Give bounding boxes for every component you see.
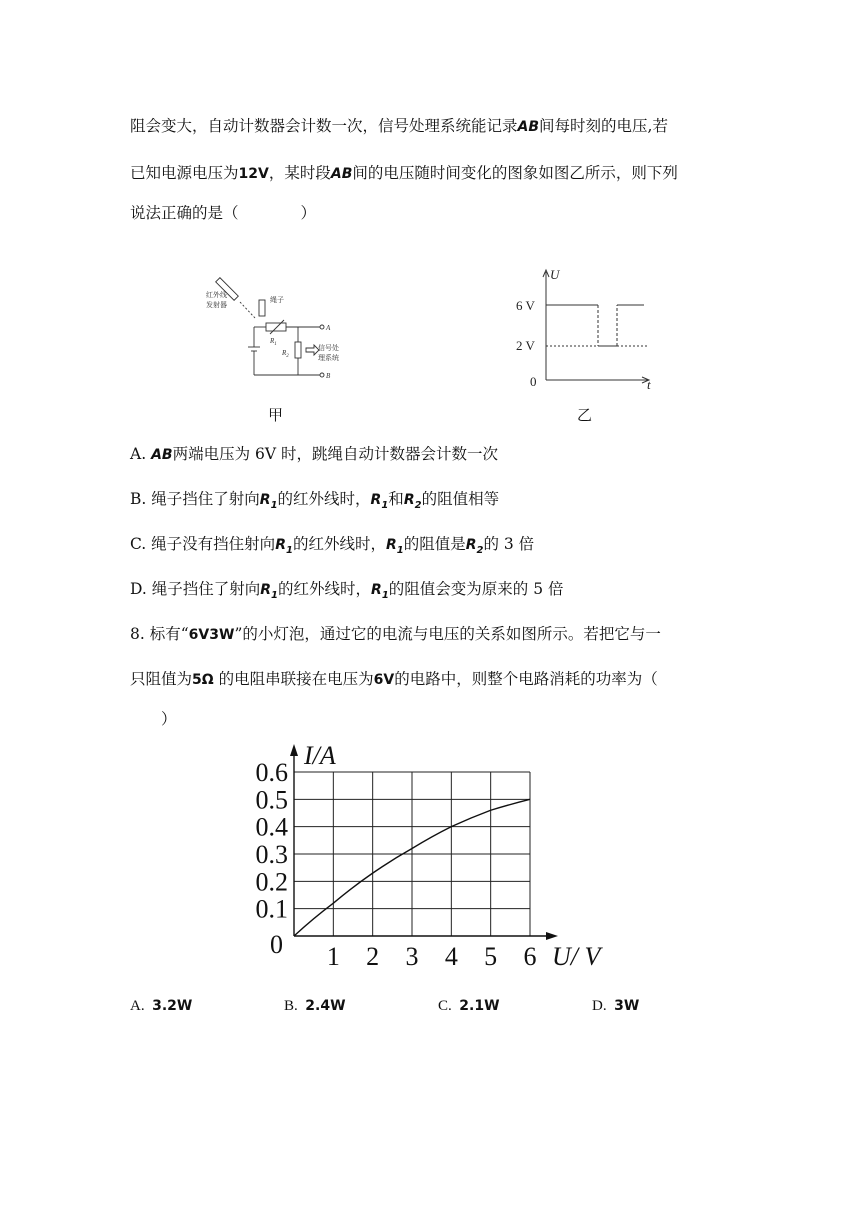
caption-yi: 乙 xyxy=(577,406,593,424)
y-tick-0.5: 0.5 xyxy=(255,785,288,815)
r2-resistor xyxy=(295,342,301,358)
voltage-time-graph xyxy=(508,262,668,392)
rope-label: 绳子 xyxy=(270,296,284,304)
r2-label: $R_2$ xyxy=(282,349,289,359)
q7-option-c: C. 绳子没有挡住射向$R_1$的红外线时，$R_1$的阻值是$R_2$的 3 倍 xyxy=(130,535,535,556)
t-axis-label: t xyxy=(647,377,651,392)
q8-option-a: A. 3.2W xyxy=(130,998,193,1014)
x-axis-arrow xyxy=(546,932,558,940)
q7-option-a: A. AB两端电压为 6V 时，跳绳自动计数器会计数一次 xyxy=(130,445,498,463)
r1-label: $R_1$ xyxy=(270,337,277,347)
caption-jia: 甲 xyxy=(268,406,284,424)
x-tick-3: 3 xyxy=(405,942,419,971)
x-tick-5: 5 xyxy=(484,942,498,971)
system-label-1: 信号处 xyxy=(318,344,339,352)
q7-line-1: 阻会变大，自动计数器会计数一次，信号处理系统能记录AB间每时刻的电压,若 xyxy=(130,117,668,135)
x-tick-4: 4 xyxy=(444,942,458,971)
y-axis-label: I/A xyxy=(304,742,336,770)
q8-option-d: D. 3W xyxy=(592,998,640,1014)
y-tick-0.2: 0.2 xyxy=(255,867,288,897)
q7-line-3: 说法正确的是（ ） xyxy=(130,204,317,222)
y-tick-0.6: 0.6 xyxy=(255,758,288,787)
r1-resistor xyxy=(266,323,286,331)
terminal-a xyxy=(320,325,324,329)
q8-option-c: C. 2.1W xyxy=(438,998,500,1014)
q8-line-1: 8. 标有“6V3W”的小灯泡，通过它的电流与电压的关系如图所示。若把它与一 xyxy=(130,625,661,643)
terminal-b-label: B xyxy=(326,372,331,380)
iv-chart xyxy=(250,742,610,980)
origin-label: 0 xyxy=(530,374,537,389)
u-axis-label: U xyxy=(550,267,560,282)
system-label-2: 理系统 xyxy=(318,354,339,362)
x-tick-2: 2 xyxy=(366,942,380,971)
q7-line-2: 已知电源电压为12V，某时段AB间的电压随时间变化的图象如图乙所示，则下列 xyxy=(130,164,678,182)
terminal-a-label: A xyxy=(326,324,331,332)
tick-2v: 2 V xyxy=(516,338,535,353)
tick-6v: 6 V xyxy=(516,298,535,313)
emitter-label-2: 发射器 xyxy=(206,301,227,309)
circuit-diagram xyxy=(200,272,350,387)
terminal-b xyxy=(320,373,324,377)
emitter-label-1: 红外线 xyxy=(206,291,227,299)
y-axis-arrow xyxy=(290,744,298,756)
q8-option-b: B. 2.4W xyxy=(284,998,346,1014)
x-axis-label: U/ V xyxy=(552,942,601,971)
q8-line-2: 只阻值为5Ω 的电阻串联接在电压为6V的电路中，则整个电路消耗的功率为（ xyxy=(130,670,658,688)
y-tick-0.1: 0.1 xyxy=(255,894,288,924)
q7-option-b: B. 绳子挡住了射向$R_1$的红外线时，$R_1$和$R_2$的阻值相等 xyxy=(130,490,500,511)
x-tick-1: 1 xyxy=(326,942,340,971)
x-tick-6: 6 xyxy=(523,942,537,971)
y-tick-0.3: 0.3 xyxy=(255,840,288,869)
rope-icon xyxy=(259,300,265,316)
origin-label: 0 xyxy=(270,930,283,959)
y-tick-0.4: 0.4 xyxy=(255,812,288,842)
q8-line-3: ） xyxy=(130,710,177,728)
q7-option-d: D. 绳子挡住了射向$R_1$的红外线时，$R_1$的阻值会变为原来的 5 倍 xyxy=(130,580,564,601)
